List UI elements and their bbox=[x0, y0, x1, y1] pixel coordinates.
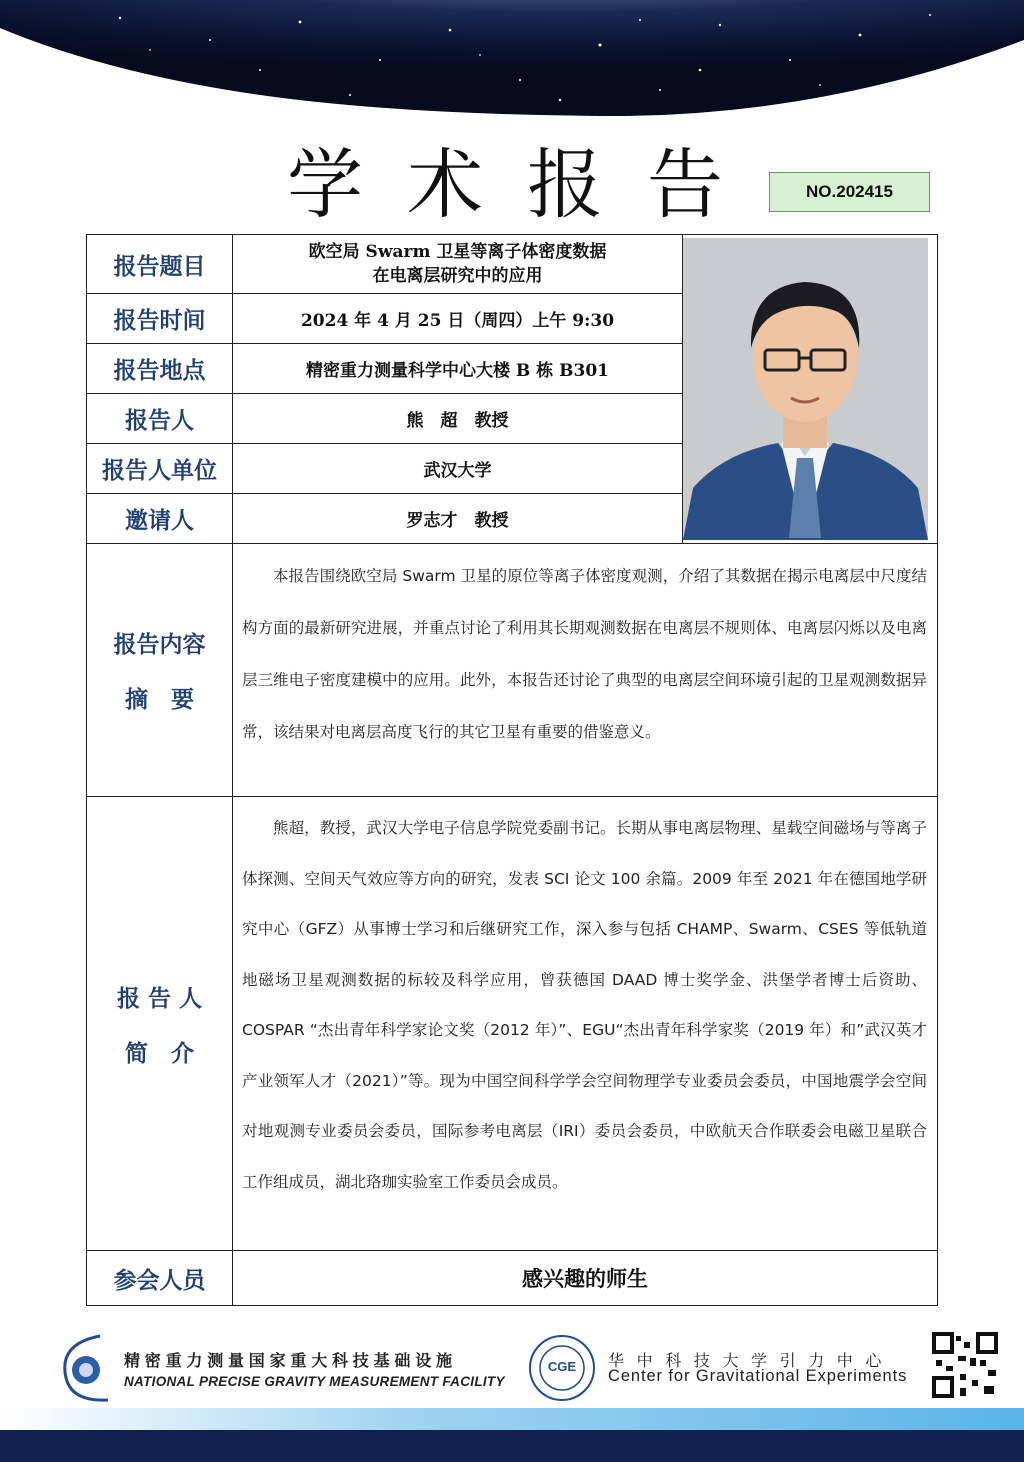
table-row bbox=[87, 1251, 938, 1306]
topic-line-1: 欧空局 Swarm 卫星等离子体密度数据 bbox=[308, 242, 607, 262]
page-title: 学术报告 bbox=[287, 140, 767, 229]
cge-name-en: Center for Gravitational Experiments bbox=[608, 1367, 908, 1385]
starry-sky-banner bbox=[0, 0, 1024, 130]
row-value-time: 2024 年 4 月 25 日（周四）上午 9:30 bbox=[233, 294, 683, 344]
topic-line-2: 在电离层研究中的应用 bbox=[372, 266, 543, 286]
row-value-affiliation: 武汉大学 bbox=[233, 444, 683, 494]
row-label-location: 报告地点 bbox=[87, 344, 233, 394]
row-label-inviter: 邀请人 bbox=[87, 494, 233, 544]
bio-text: 熊超，教授，武汉大学电子信息学院党委副书记。长期从事电离层物理、星载空间磁场与等离子体探测、空间天气效应等方向的研究，发表 SCI 论文 100 余篇。2009 年至 2021 年在德国地学研究中心（GFZ）从事博士学习和后继研究工作，深入参与包括 CHAMP、Swarm、CSES 等低轨道地磁场卫星观测数据的标较及科学应用，曾获德国 DAAD 博士奖学金、洪堡学者博士后资助、COSPAR “杰出青年科学家论文奖（2012 年）”、EGU“杰出青年科学家奖（2019 年）和”武汉英才产业领军人才（2021）”等。现为中国空间科学学会空间物理学专业委员会委员，中国地震学会空间对地观测专业委员会委员，国际参考电离层（IRI）委员会委员，中欧航天合作联委会电磁卫星联合工作组成员，湖北珞珈实验室工作委员会成员。 bbox=[242, 819, 927, 1191]
abstract-text: 本报告围绕欧空局 Swarm 卫星的原位等离子体密度观测，介绍了其数据在揭示电离层中尺度结构方面的最新研究进展，并重点讨论了利用其长期观测数据在电离层不规则体、电离层闪烁以及电离层三维电子密度建模中的应用。此外，本报告还讨论了典型的电离层空间环境引起的卫星观测数据异常，该结果对电离层高度飞行的其它卫星有重要的借鉴意义。 bbox=[242, 567, 927, 741]
row-value-inviter: 罗志才 教授 bbox=[233, 494, 683, 544]
table-row bbox=[87, 797, 938, 1251]
facility-name-cn: 精密重力测量国家重大科技基础设施 bbox=[124, 1351, 457, 1370]
row-value-location: 精密重力测量科学中心大楼 B 栋 B301 bbox=[233, 344, 683, 394]
abstract-content bbox=[233, 544, 938, 797]
report-info-table bbox=[86, 234, 938, 1306]
gravity-facility-logo-icon bbox=[65, 1336, 108, 1400]
attendees-value: 感兴趣的师生 bbox=[233, 1251, 938, 1306]
qr-code-icon bbox=[932, 1332, 998, 1398]
speaker-photo bbox=[683, 238, 928, 540]
table-row bbox=[87, 235, 938, 294]
row-label-speaker: 报告人 bbox=[87, 394, 233, 444]
footer bbox=[0, 1330, 1024, 1462]
bio-label-line-2: 简 介 bbox=[125, 1040, 194, 1067]
speaker-photo-cell bbox=[683, 235, 938, 544]
row-label-affiliation: 报告人单位 bbox=[87, 444, 233, 494]
table-row bbox=[87, 544, 938, 797]
abstract-label bbox=[87, 544, 233, 797]
facility-name-en: NATIONAL PRECISE GRAVITY MEASUREMENT FACILITY bbox=[124, 1374, 505, 1389]
cge-name-cn: 华中科技大学引力中心 bbox=[608, 1351, 895, 1370]
report-number-badge: NO.202415 bbox=[769, 172, 930, 212]
row-label-time: 报告时间 bbox=[87, 294, 233, 344]
row-value-speaker: 熊 超 教授 bbox=[233, 394, 683, 444]
galaxy-banner-graphic bbox=[0, 0, 1024, 130]
abstract-label-line-2: 摘 要 bbox=[125, 687, 194, 713]
abstract-label-line-1: 报告内容 bbox=[113, 632, 206, 658]
bio-label-line-1: 报 告 人 bbox=[116, 985, 202, 1012]
speaker-portrait-graphic bbox=[683, 238, 928, 540]
bio-label bbox=[87, 797, 233, 1251]
row-label-topic: 报告题目 bbox=[87, 235, 233, 294]
bio-content bbox=[233, 797, 938, 1251]
attendees-label: 参会人员 bbox=[87, 1251, 233, 1306]
row-value-topic bbox=[233, 235, 683, 294]
cge-logo-text: CGE bbox=[547, 1359, 577, 1374]
